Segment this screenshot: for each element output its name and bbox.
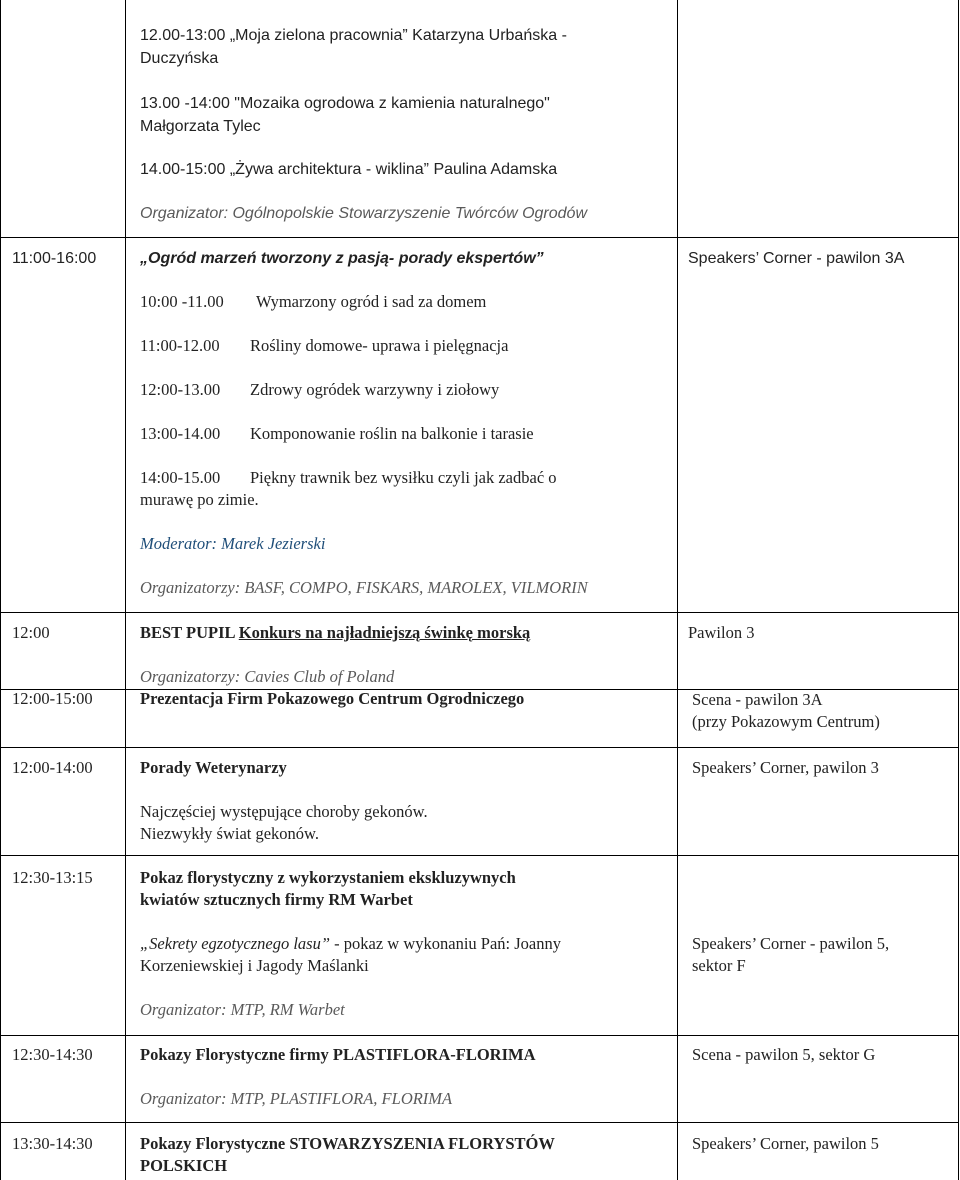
event-title: Pokazy Florystyczne STOWARZYSZENIA FLORYSTÓW <box>140 1134 555 1153</box>
event-place: Speakers’ Corner, pawilon 3 <box>692 758 879 777</box>
event-title <box>140 622 530 644</box>
event-title-line: 13.00 -14:00 "Mozaika ogrodowa z kamienia naturalnego" <box>140 95 550 112</box>
event-time: 12:30-14:30 <box>12 1045 93 1064</box>
event-place: Speakers’ Corner - pawilon 5, <box>692 934 890 953</box>
organizer-text: Organizator: MTP, PLASTIFLORA, FLORIMA <box>140 1089 453 1108</box>
event-title-cont: kwiatów sztucznych firmy RM Warbet <box>140 890 413 909</box>
event-title: Pokazy Florystyczne firmy PLASTIFLORA-FLORIMA <box>140 1045 536 1064</box>
event-title: Porady Weterynarzy <box>140 758 287 777</box>
row-divider <box>0 237 959 238</box>
session-time: 10:00 -11.00 <box>140 292 224 311</box>
event-time: 13:30-14:30 <box>12 1134 93 1153</box>
event-time: 11:00-16:00 <box>12 250 97 267</box>
event-title: Prezentacja Firm Pokazowego Centrum Ogrodniczego <box>140 689 525 708</box>
organizers-text: Organizatorzy: Cavies Club of Poland <box>140 667 395 686</box>
session-topic-cont: murawę po zimie. <box>140 490 259 509</box>
organizer-text: Organizator: MTP, RM Warbet <box>140 1000 345 1019</box>
event-time: 12:00-15:00 <box>12 689 93 708</box>
event-title-line: 12.00-13:00 „Moja zielona pracownia” Katarzyna Urbańska - <box>140 27 567 44</box>
event-title-cont: POLSKICH <box>140 1156 228 1175</box>
event-place-cont: sektor F <box>692 956 746 975</box>
session-time: 13:00-14.00 <box>140 424 221 443</box>
event-place: Scena - pawilon 3A <box>692 690 823 709</box>
event-place: Speakers’ Corner, pawilon 5 <box>692 1134 879 1153</box>
session-topic: Wymarzony ogród i sad za domem <box>256 292 487 311</box>
event-time: 12:00-14:00 <box>12 758 93 777</box>
event-title-line: Małgorzata Tylec <box>140 118 261 135</box>
event-place: Speakers’ Corner - pawilon 3A <box>688 250 905 267</box>
event-description: Niezwykły świat gekonów. <box>140 824 320 843</box>
row-divider <box>0 1122 959 1123</box>
event-place: Pawilon 3 <box>688 623 755 642</box>
session-time: 12:00-13.00 <box>140 380 221 399</box>
session-topic: Komponowanie roślin na balkonie i tarasie <box>250 424 534 443</box>
show-title: „Sekrety egzotycznego lasu” <box>140 934 331 953</box>
event-title-prefix: BEST PUPIL <box>140 623 235 642</box>
show-description-cont: Korzeniewskiej i Jagody Maślanki <box>140 956 369 975</box>
organizers-text: Organizatorzy: BASF, COMPO, FISKARS, MAROLEX, VILMORIN <box>140 578 588 597</box>
table-border-left <box>0 0 1 1180</box>
session-topic: Piękny trawnik bez wysiłku czyli jak zadbać o <box>250 468 557 487</box>
show-description <box>140 933 561 955</box>
session-time: 14:00-15.00 <box>140 468 221 487</box>
event-title-line: 14.00-15:00 „Żywa architektura - wiklina” Paulina Adamska <box>140 161 558 178</box>
event-time: 12:00 <box>12 623 50 642</box>
show-rest: - pokaz w wykonaniu Pań: Joanny <box>330 934 561 953</box>
event-title-underlined: Konkurs na najładniejszą świnkę morską <box>238 623 531 642</box>
event-place: Scena - pawilon 5, sektor G <box>692 1045 876 1064</box>
row-divider <box>0 855 959 856</box>
row-divider <box>0 612 959 613</box>
event-place-cont: (przy Pokazowym Centrum) <box>692 712 880 731</box>
event-title: „Ogród marzeń tworzony z pasją- porady ekspertów” <box>140 250 544 267</box>
moderator-text: Moderator: Marek Jezierski <box>140 534 326 553</box>
session-time: 11:00-12.00 <box>140 336 220 355</box>
event-description: Najczęściej występujące choroby gekonów. <box>140 802 428 821</box>
organizer-text: Organizator: Ogólnopolskie Stowarzyszenie Twórców Ogrodów <box>140 205 588 222</box>
session-topic: Rośliny domowe- uprawa i pielęgnacja <box>250 336 509 355</box>
row-divider <box>0 1035 959 1036</box>
table-border-right <box>958 0 959 1180</box>
row-divider <box>0 747 959 748</box>
table-border-col2 <box>677 0 678 1180</box>
event-title-line: Duczyńska <box>140 50 219 67</box>
event-title: Pokaz florystyczny z wykorzystaniem ekskluzywnych <box>140 868 516 887</box>
session-topic: Zdrowy ogródek warzywny i ziołowy <box>250 380 500 399</box>
table-border-col1 <box>125 0 126 1180</box>
event-time: 12:30-13:15 <box>12 868 93 887</box>
